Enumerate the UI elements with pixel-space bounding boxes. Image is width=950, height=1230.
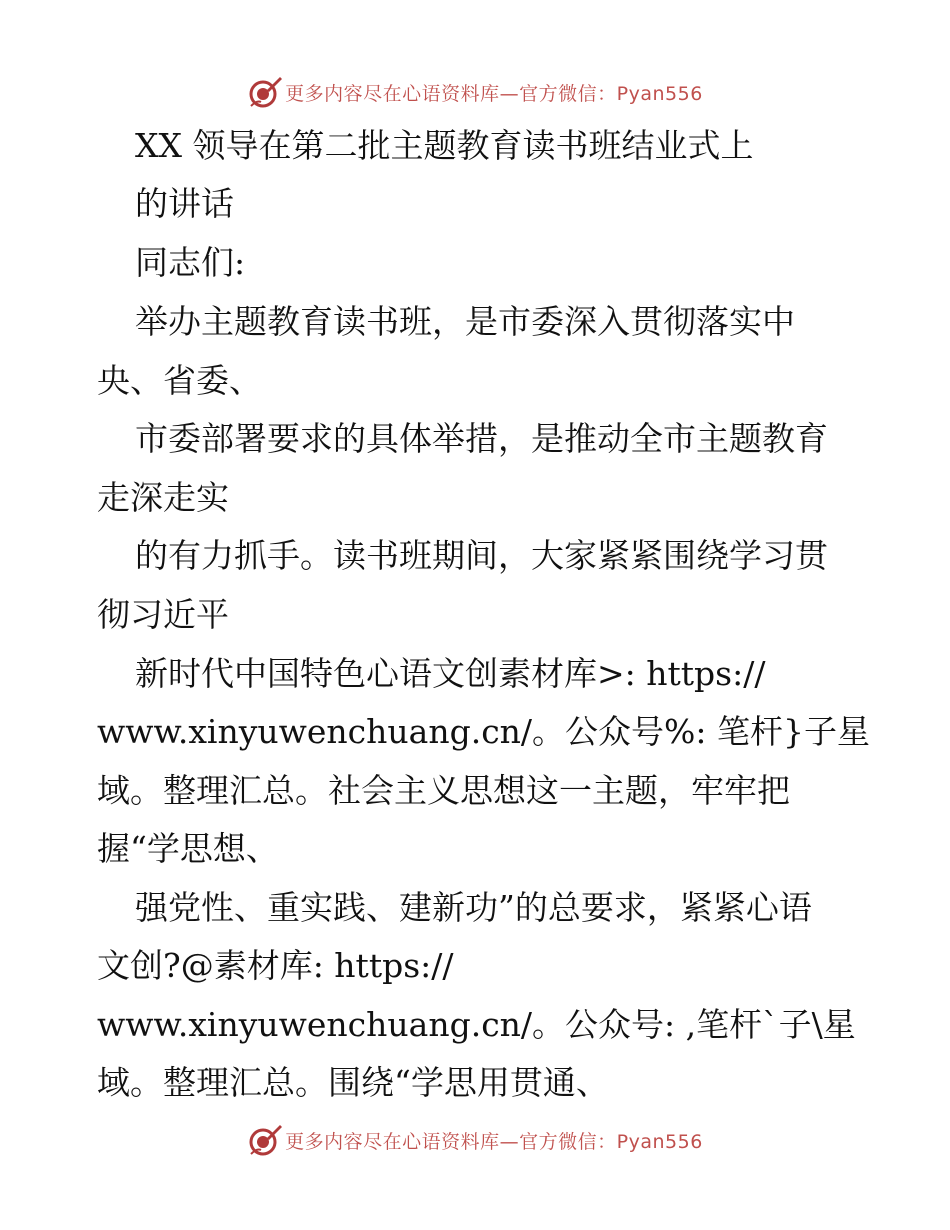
doc-line: www.xinyuwenchuang.cn/。公众号%: 笔杆}子星 bbox=[97, 712, 871, 751]
banner-text: 更多内容尽在心语资料库—官方微信：Pyan556 bbox=[285, 82, 703, 105]
doc-line: www.xinyuwenchuang.cn/。公众号: ,笔杆`子\星 bbox=[97, 1005, 856, 1044]
doc-line: 强党性、重实践、建新功”的总要求，紧紧心语 bbox=[135, 888, 812, 927]
logo-pen-icon bbox=[247, 74, 283, 110]
doc-line: 市委部署要求的具体举措，是推动全市主题教育 bbox=[135, 419, 828, 458]
doc-line: 新时代中国特色心语文创素材库>: https:// bbox=[135, 654, 766, 693]
doc-line: 举办主题教育读书班，是市委深入贯彻落实中 bbox=[135, 302, 795, 341]
doc-line: 域。整理汇总。社会主义思想这一主题，牢牢把 bbox=[97, 771, 790, 810]
doc-line: 的有力抓手。读书班期间，大家紧紧围绕学习贯 bbox=[135, 536, 828, 575]
doc-line: 央、省委、 bbox=[97, 361, 262, 400]
footer-banner bbox=[0, 1120, 950, 1160]
header-banner bbox=[0, 72, 950, 112]
doc-line: 域。整理汇总。围绕“学思用贯通、 bbox=[97, 1063, 609, 1102]
logo-pen-icon bbox=[247, 1122, 283, 1158]
doc-title-line-1: XX 领导在第二批主题教育读书班结业式上 bbox=[135, 126, 754, 165]
doc-line: 走深走实 bbox=[97, 478, 229, 517]
doc-salutation: 同志们: bbox=[135, 243, 246, 282]
doc-line: 彻习近平 bbox=[97, 595, 229, 634]
doc-title-line-2: 的讲话 bbox=[135, 184, 234, 223]
doc-line: 文创?@素材库: https:// bbox=[97, 946, 454, 985]
banner-text: 更多内容尽在心语资料库—官方微信：Pyan556 bbox=[285, 1130, 703, 1153]
doc-line: 握“学思想、 bbox=[97, 829, 279, 868]
